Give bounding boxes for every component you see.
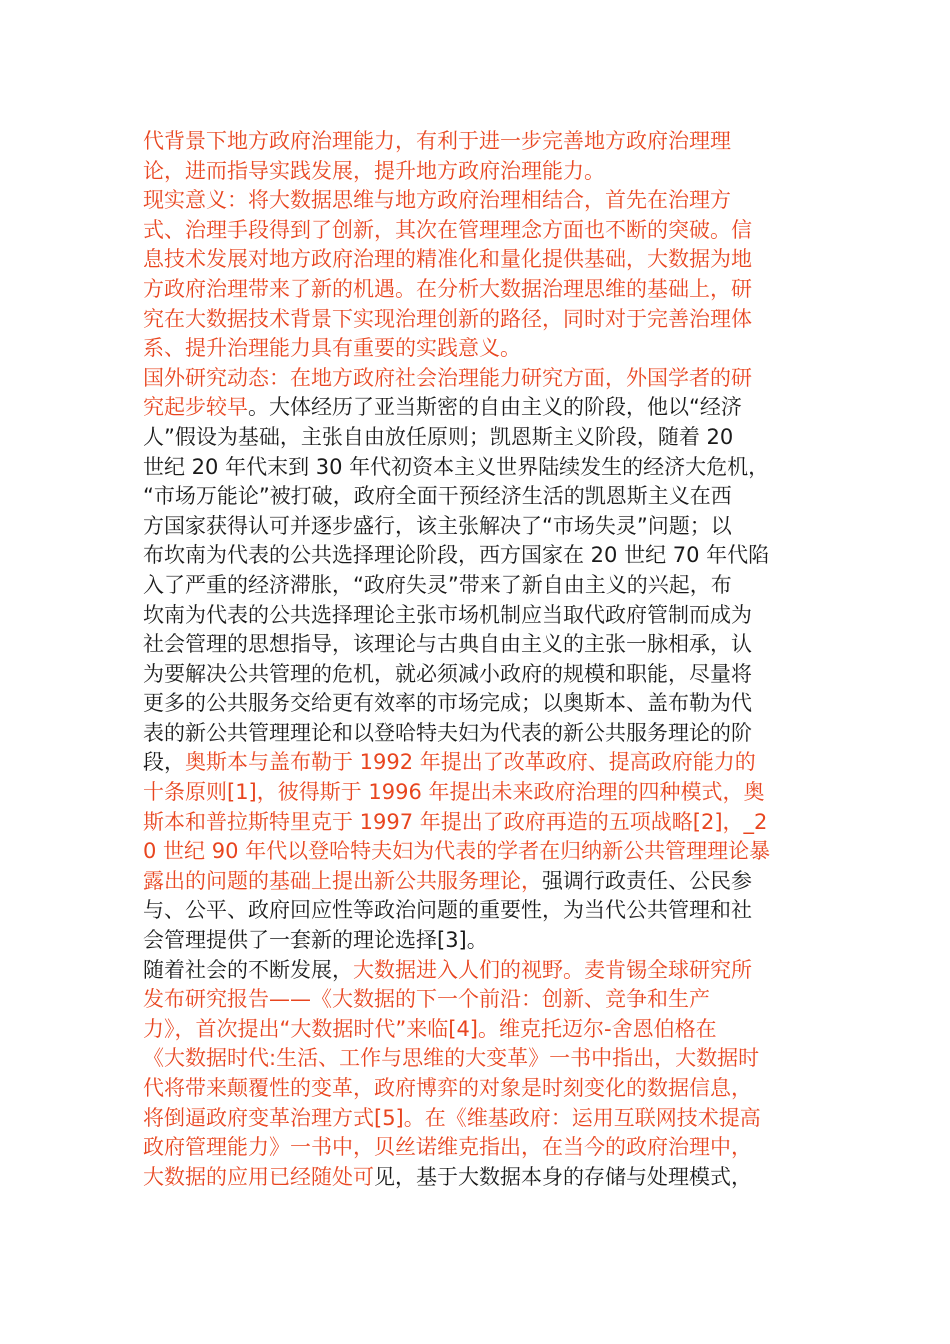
text-run: 世纪 20 年代末到 30 年代初资本主义世界陆续发生的经济大危机，: [143, 454, 770, 479]
text-run: 十条原则[1]，彼得斯于 1996 年提出未来政府治理的四种模式，奥: [143, 780, 765, 805]
text-run: 发布研究报告——《大数据的下一个前沿：创新、竞争和生产: [143, 987, 710, 1012]
text-run: 《大数据时代:生活、工作与思维的大变革》一书中指出，大数据时: [143, 1046, 760, 1071]
text-line: [143, 305, 890, 335]
text-line: [143, 216, 890, 246]
text-line: [143, 837, 890, 867]
text-run: 将倒逼政府变革治理方式[5]。在《维基政府：运用互联网技术提高: [143, 1105, 761, 1130]
text-line: [143, 719, 890, 749]
text-run: 为要解决公共管理的危机，就必须减小政府的规模和职能，尽量将: [143, 661, 752, 686]
text-run: 段，: [143, 750, 185, 775]
text-run: 入了严重的经济滞胀，“政府失灵”带来了新自由主义的兴起，布: [143, 572, 732, 597]
text-line: [143, 571, 890, 601]
text-line: [143, 512, 890, 542]
text-line: [143, 364, 890, 394]
text-line: [143, 1015, 890, 1045]
text-run: 。大体经历了亚当斯密的自由主义的阶段，他以“经济: [248, 395, 742, 420]
text-run: 社会管理的思想指导，该理论与古典自由主义的主张一脉相承，认: [143, 632, 752, 657]
text-line: [143, 1104, 890, 1134]
text-line: [143, 1163, 890, 1193]
text-run: 国外研究动态：在地方政府社会治理能力研究方面，外国学者的研: [143, 365, 752, 390]
text-line: [143, 1133, 890, 1163]
text-line: [143, 748, 890, 778]
text-run: 大数据进入人们的视野。麦肯锡全球研究所: [353, 957, 752, 982]
text-line: [143, 985, 890, 1015]
text-line: [143, 630, 890, 660]
text-line: [143, 423, 890, 453]
text-line: [143, 1074, 890, 1104]
text-run: 方政府治理带来了新的机遇。在分析大数据治理思维的基础上，研: [143, 276, 752, 301]
text-run: 表的新公共管理理论和以登哈特夫妇为代表的新公共服务理论的阶: [143, 720, 752, 745]
text-line: [143, 867, 890, 897]
text-run: 与、公平、政府回应性等政治问题的重要性，为当代公共管理和社: [143, 898, 752, 923]
text-line: [143, 896, 890, 926]
text-line: [143, 926, 890, 956]
text-run: 论，进而指导实践发展，提升地方政府治理能力。: [143, 158, 605, 183]
text-run: 政府管理能力》一书中，贝丝诺维克指出，在当今的政府治理中，: [143, 1135, 752, 1160]
text-run: 更多的公共服务交给更有效率的市场完成；以奥斯本、盖布勒为代: [143, 691, 752, 716]
text-run: 代将带来颠覆性的变革，政府博弈的对象是时刻变化的数据信息，: [143, 1076, 752, 1100]
text-line: [143, 127, 890, 157]
text-line: [143, 601, 890, 631]
text-line: [143, 689, 890, 719]
text-run: 息技术发展对地方政府治理的精准化和量化提供基础，大数据为地: [143, 247, 752, 272]
text-line: [143, 808, 890, 838]
text-line: [143, 660, 890, 690]
text-line: [143, 778, 890, 808]
text-run: 奥斯本与盖布勒于 1992 年提出了改革政府、提高政府能力的: [185, 750, 756, 775]
text-run: 代背景下地方政府治理能力，有利于进一步完善地方政府治理理: [143, 129, 731, 153]
text-run: 究起步较早: [143, 395, 248, 420]
text-run: 见，基于大数据本身的存储与处理模式，: [374, 1164, 752, 1189]
text-line: [143, 275, 890, 305]
body-text: [143, 127, 890, 1192]
text-run: 大数据的应用已经随处可: [143, 1164, 374, 1189]
text-run: 斯本和普拉斯特里克于 1997 年提出了政府再造的五项战略[2]，_2: [143, 809, 768, 834]
text-run: 现实意义：将大数据思维与地方政府治理相结合，首先在治理方: [143, 188, 731, 213]
text-line: [143, 956, 890, 986]
text-run: 式、治理手段得到了创新，其次在管理理念方面也不断的突破。信: [143, 217, 752, 242]
text-line: [143, 245, 890, 275]
text-run: 人”假设为基础，主张自由放任原则；凯恩斯主义阶段，随着 20: [143, 424, 734, 449]
text-line: [143, 1044, 890, 1074]
text-line: [143, 334, 890, 364]
text-line: [143, 541, 890, 571]
text-run: 露出的问题的基础上提出新公共服务理论，: [143, 868, 542, 893]
text-run: 随着社会的不断发展，: [143, 957, 353, 982]
text-run: 系、提升治理能力具有重要的实践意义。: [143, 336, 521, 361]
text-run: “市场万能论”被打破，政府全面干预经济生活的凯恩斯主义在西: [143, 484, 732, 509]
text-run: 究在大数据技术背景下实现治理创新的路径，同时对于完善治理体: [143, 306, 752, 331]
text-run: 布坎南为代表的公共选择理论阶段，西方国家在 20 世纪 70 年代陷: [143, 543, 770, 568]
text-line: [143, 393, 890, 423]
text-line: [143, 453, 890, 483]
text-run: 方国家获得认可并逐步盛行，该主张解决了“市场失灵”问题；以: [143, 513, 732, 538]
text-line: [143, 157, 890, 187]
text-run: 力》，首次提出“大数据时代”来临[4]。维克托迈尔-舍恩伯格在: [143, 1016, 717, 1041]
text-line: [143, 186, 890, 216]
text-line: [143, 482, 890, 512]
text-run: 强调行政责任、公民参: [542, 868, 752, 893]
text-run: 0 世纪 90 年代以登哈特夫妇为代表的学者在归纳新公共管理理论暴: [143, 839, 771, 864]
text-run: 会管理提供了一套新的理论选择[3]。: [143, 928, 488, 953]
text-run: 坎南为代表的公共选择理论主张市场机制应当取代政府管制而成为: [143, 602, 752, 627]
